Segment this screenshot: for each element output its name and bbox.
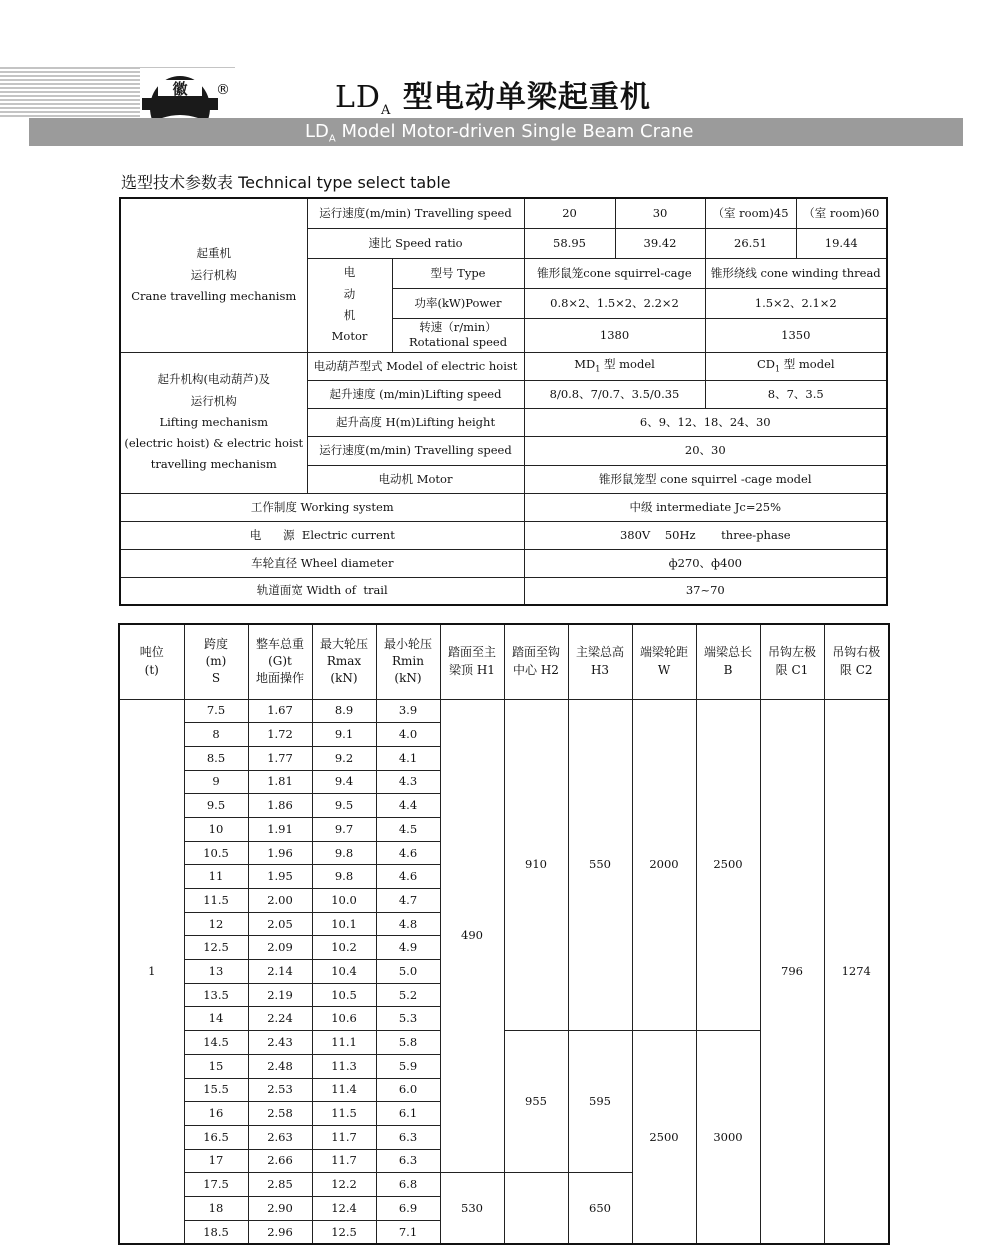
rmin-cell: 6.3 (376, 1125, 440, 1149)
crane-travel-label: 起重机 运行机构 Crane travelling mechanism (120, 198, 307, 352)
span-cell: 11 (184, 865, 248, 889)
rmax-cell: 10.5 (312, 983, 376, 1007)
span-cell: 14.5 (184, 1031, 248, 1055)
hoist-model-md: $MD_1$ 型 model (524, 352, 705, 380)
rmax-cell: 11.7 (312, 1149, 376, 1173)
weight-cell: 2.53 (248, 1078, 312, 1102)
rmin-cell: 4.3 (376, 770, 440, 794)
span-cell: 13 (184, 960, 248, 984)
rmax-cell: 10.0 (312, 889, 376, 913)
rmax-cell: 9.8 (312, 841, 376, 865)
rmin-cell: 4.7 (376, 889, 440, 913)
span-cell: 17 (184, 1149, 248, 1173)
h3-cell: 550 (568, 699, 632, 1031)
h1-cell: 490 (440, 699, 504, 1173)
span-cell: 15 (184, 1054, 248, 1078)
c2-cell: 1274 (824, 699, 889, 1244)
span-cell: 13.5 (184, 983, 248, 1007)
wheel-diameter-label: 车轮直径 Wheel diameter (120, 549, 524, 577)
rmax-cell: 9.5 (312, 794, 376, 818)
h1-cell: 530 (440, 1173, 504, 1245)
span-cell: 7.5 (184, 699, 248, 723)
column-header: 最小轮压 Rmin (kN) (376, 624, 440, 699)
rmax-cell: 11.7 (312, 1125, 376, 1149)
weight-cell: 1.77 (248, 746, 312, 770)
span-cell: 11.5 (184, 889, 248, 913)
hoist-travel-label: 运行速度(m/min) Travelling speed (307, 436, 524, 465)
hoist-motor-label: 电动机 Motor (307, 465, 524, 493)
rmax-cell: 9.2 (312, 746, 376, 770)
b-cell: 2500 (696, 699, 760, 1031)
span-cell: 9.5 (184, 794, 248, 818)
weight-cell: 1.72 (248, 723, 312, 747)
column-header: 吊钩左极 限 C1 (760, 624, 824, 699)
rmin-cell: 3.9 (376, 699, 440, 723)
rmax-cell: 9.7 (312, 817, 376, 841)
power-value-a: 0.8×2、1.5×2、2.2×2 (524, 288, 705, 318)
column-header: 主梁总高 H3 (568, 624, 632, 699)
column-header: 端梁总长 B (696, 624, 760, 699)
weight-cell: 1.95 (248, 865, 312, 889)
rmin-cell: 5.3 (376, 1007, 440, 1031)
weight-cell: 1.96 (248, 841, 312, 865)
rmax-cell: 11.1 (312, 1031, 376, 1055)
rmin-cell: 4.9 (376, 936, 440, 960)
speed-ratio-value: 39.42 (615, 228, 705, 258)
rmin-cell: 6.0 (376, 1078, 440, 1102)
speed-ratio-value: 26.51 (705, 228, 796, 258)
rmax-cell: 10.1 (312, 912, 376, 936)
weight-cell: 1.81 (248, 770, 312, 794)
type-label: 型号 Type (392, 258, 524, 288)
rmax-cell: 10.4 (312, 960, 376, 984)
technical-spec-table (119, 197, 888, 606)
electric-current-value: 380V 50Hz three-phase (524, 521, 887, 549)
rmin-cell: 6.3 (376, 1149, 440, 1173)
electric-current-label: 电 源 Electric current (120, 521, 524, 549)
rotational-speed-label: 转速（r/min） Rotational speed (392, 318, 524, 352)
speed-ratio-value: 19.44 (796, 228, 887, 258)
travel-speed-value: （室 room)60 (796, 198, 887, 228)
rmin-cell: 4.5 (376, 817, 440, 841)
rmax-cell: 9.8 (312, 865, 376, 889)
column-header: 踏面至钩 中心 H2 (504, 624, 568, 699)
lift-speed-label: 起升速度 (m/min)Lifting speed (307, 380, 524, 408)
span-cell: 16.5 (184, 1125, 248, 1149)
dimension-data-table (118, 623, 890, 1245)
column-header: 端梁轮距 W (632, 624, 696, 699)
trail-width-label: 轨道面宽 Width of trail (120, 577, 524, 605)
rmax-cell: 12.5 (312, 1220, 376, 1244)
weight-cell: 2.96 (248, 1220, 312, 1244)
hoist-model-label: 电动葫芦型式 Model of electric hoist (307, 352, 524, 380)
column-header: 吨位 (t) (119, 624, 184, 699)
rmin-cell: 5.2 (376, 983, 440, 1007)
h3-cell: 650 (568, 1173, 632, 1245)
rmax-cell: 9.4 (312, 770, 376, 794)
h2-cell: 910 (504, 699, 568, 1031)
weight-cell: 2.14 (248, 960, 312, 984)
column-header: 最大轮压 Rmax (kN) (312, 624, 376, 699)
rmin-cell: 4.8 (376, 912, 440, 936)
rmin-cell: 6.1 (376, 1102, 440, 1126)
working-system-value: 中级 intermediate Jc=25% (524, 493, 887, 521)
type-value-a: 锥形鼠笼cone squirrel-cage (524, 258, 705, 288)
span-cell: 10.5 (184, 841, 248, 865)
rmax-cell: 11.3 (312, 1054, 376, 1078)
travel-speed-value: 20 (524, 198, 615, 228)
rmin-cell: 4.6 (376, 841, 440, 865)
speed-ratio-value: 58.95 (524, 228, 615, 258)
weight-cell: 2.90 (248, 1196, 312, 1220)
svg-text:®: ® (216, 82, 230, 98)
page-title-en: $LD_A$ Model Motor-driven Single Beam Crane (305, 121, 694, 145)
rmin-cell: 7.1 (376, 1220, 440, 1244)
weight-cell: 2.24 (248, 1007, 312, 1031)
span-cell: 12.5 (184, 936, 248, 960)
span-cell: 8 (184, 723, 248, 747)
wheel-diameter-value: ф270、ф400 (524, 549, 887, 577)
span-cell: 10 (184, 817, 248, 841)
weight-cell: 2.66 (248, 1149, 312, 1173)
power-value-b: 1.5×2、2.1×2 (705, 288, 887, 318)
rmax-cell: 8.9 (312, 699, 376, 723)
weight-cell: 2.05 (248, 912, 312, 936)
weight-cell: 2.85 (248, 1173, 312, 1197)
lifting-mechanism-label: 起升机构(电动葫芦)及 运行机构 Lifting mechanism (electric hoist) & electric hoist travelling mechanism (120, 352, 307, 493)
hoist-model-cd: $CD_1$ 型 model (705, 352, 887, 380)
tonnage-cell: 1 (119, 699, 184, 1244)
weight-cell: 2.63 (248, 1125, 312, 1149)
column-header: 跨度 (m) S (184, 624, 248, 699)
lift-height-value: 6、9、12、18、24、30 (524, 408, 887, 436)
rmin-cell: 4.1 (376, 746, 440, 770)
travel-speed-value: （室 room)45 (705, 198, 796, 228)
rmax-cell: 9.1 (312, 723, 376, 747)
c1-cell: 796 (760, 699, 824, 1244)
rmax-cell: 10.6 (312, 1007, 376, 1031)
weight-cell: 1.86 (248, 794, 312, 818)
rmax-cell: 12.4 (312, 1196, 376, 1220)
h2-cell: 955 (504, 1031, 568, 1173)
trail-width-value: 37~70 (524, 577, 887, 605)
h3-cell: 595 (568, 1031, 632, 1173)
column-header: 踏面至主 梁顶 H1 (440, 624, 504, 699)
rmax-cell: 11.5 (312, 1102, 376, 1126)
travel-speed-label: 运行速度(m/min) Travelling speed (307, 198, 524, 228)
span-cell: 8.5 (184, 746, 248, 770)
rmax-cell: 12.2 (312, 1173, 376, 1197)
span-cell: 18.5 (184, 1220, 248, 1244)
lift-speed-a: 8/0.8、7/0.7、3.5/0.35 (524, 380, 705, 408)
rmin-cell: 6.9 (376, 1196, 440, 1220)
lift-height-label: 起升高度 H(m)Lifting height (307, 408, 524, 436)
span-cell: 12 (184, 912, 248, 936)
working-system-label: 工作制度 Working system (120, 493, 524, 521)
travel-speed-value: 30 (615, 198, 705, 228)
hoist-travel-value: 20、30 (524, 436, 887, 465)
span-cell: 14 (184, 1007, 248, 1031)
weight-cell: 2.00 (248, 889, 312, 913)
power-label: 功率(kW)Power (392, 288, 524, 318)
speed-ratio-label: 速比 Speed ratio (307, 228, 524, 258)
lift-speed-b: 8、7、3.5 (705, 380, 887, 408)
weight-cell: 2.09 (248, 936, 312, 960)
motor-label: 电 动 机 Motor (307, 258, 392, 352)
section-heading: 选型技术参数表 Technical type select table (121, 173, 451, 192)
weight-cell: 2.43 (248, 1031, 312, 1055)
rmin-cell: 4.0 (376, 723, 440, 747)
rmin-cell: 5.9 (376, 1054, 440, 1078)
rmax-cell: 10.2 (312, 936, 376, 960)
span-cell: 18 (184, 1196, 248, 1220)
type-value-b: 锥形绕线 cone winding thread (705, 258, 887, 288)
table-header-row (119, 624, 889, 699)
h2-cell (504, 1173, 568, 1245)
weight-cell: 1.67 (248, 699, 312, 723)
table-row (119, 699, 889, 723)
column-header: 吊钩右极 限 C2 (824, 624, 889, 699)
hoist-motor-value: 锥形鼠笼型 cone squirrel -cage model (524, 465, 887, 493)
rmin-cell: 5.0 (376, 960, 440, 984)
w-cell: 2000 (632, 699, 696, 1031)
span-cell: 15.5 (184, 1078, 248, 1102)
weight-cell: 2.58 (248, 1102, 312, 1126)
w-cell: 2500 (632, 1031, 696, 1245)
weight-cell: 1.91 (248, 817, 312, 841)
weight-cell: 2.48 (248, 1054, 312, 1078)
rmin-cell: 5.8 (376, 1031, 440, 1055)
rotational-speed-a: 1380 (524, 318, 705, 352)
page-title-cn: $LD_A$ 型电动单梁起重机 (335, 80, 651, 118)
span-cell: 16 (184, 1102, 248, 1126)
rmin-cell: 4.6 (376, 865, 440, 889)
rotational-speed-b: 1350 (705, 318, 887, 352)
b-cell: 3000 (696, 1031, 760, 1245)
rmin-cell: 4.4 (376, 794, 440, 818)
span-cell: 17.5 (184, 1173, 248, 1197)
column-header: 整车总重 (G)t 地面操作 (248, 624, 312, 699)
rmin-cell: 6.8 (376, 1173, 440, 1197)
span-cell: 9 (184, 770, 248, 794)
weight-cell: 2.19 (248, 983, 312, 1007)
svg-text:徽: 徽 (172, 80, 188, 98)
rmax-cell: 11.4 (312, 1078, 376, 1102)
